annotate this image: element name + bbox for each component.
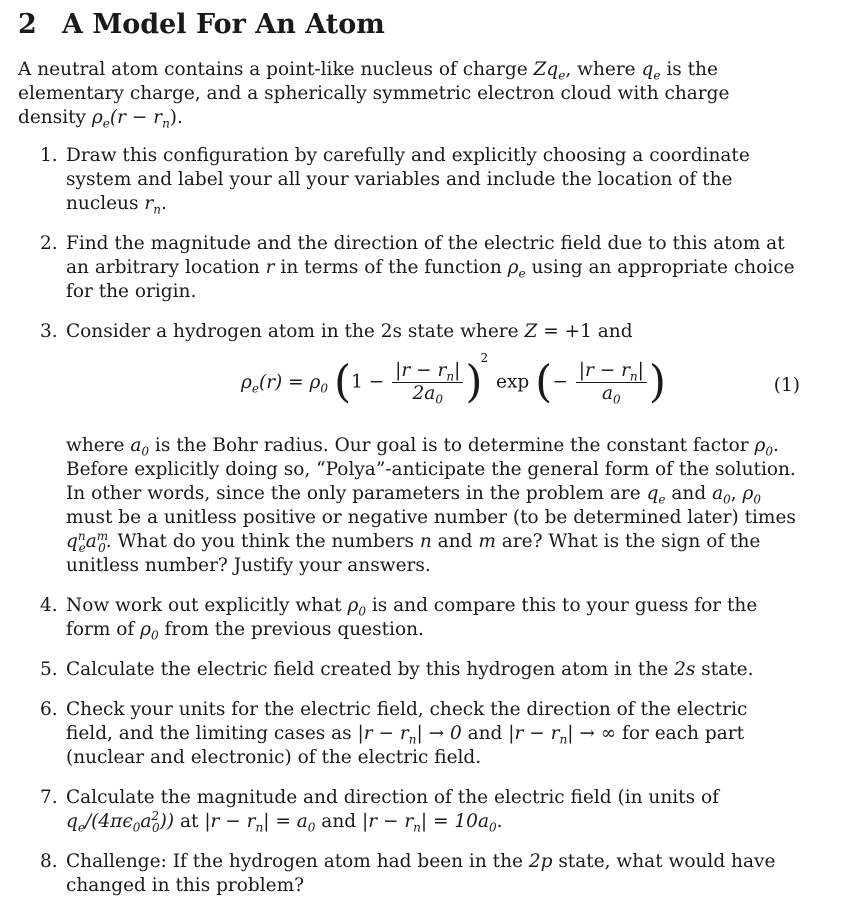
list-item: 5. Calculate the electric field created by this hydrogen atom in the 2s state. bbox=[40, 659, 754, 680]
item-3-followup: where $a_0$ is the Bohr radius. Our goal is to determine the constant factor $\rho_0$. Before explicitly doing so, “Polya”-anticipate the general form of the solution. In other words, since the only parameters in the problem are $q_e$ and $a_0$, $\rho_0$ must be a unitless positive or negative number (to be determined later) times $q^n_ea^m_0$. What do you think the numbers n and m are? What is the sign of the unitless number? Justify your answers. bbox=[66, 435, 796, 576]
math-at-a0: $|r - r_n| = a_0$ bbox=[204, 811, 316, 835]
document-page bbox=[18, 8, 800, 914]
math-2s: 2s bbox=[674, 659, 696, 680]
math-rho0: $\rho_0$ bbox=[347, 595, 366, 619]
item-number: 8. bbox=[40, 851, 58, 872]
equation-number: (1) bbox=[773, 375, 800, 396]
math-limit-zero: $|r - r_n| \to 0$ bbox=[357, 723, 462, 747]
list-item: 6. Check your units for the electric field, check the direction of the electric field, and the limiting cases as $|r - r_n| \to 0$ and $|r - r_n|$ → ∞ for each part (nuclear and electronic) of the electric field. bbox=[40, 699, 748, 768]
eq-exp: exp bbox=[496, 371, 530, 393]
question-list bbox=[18, 144, 800, 898]
eq-fraction-1: $\frac{|r - r_n|}{2a_0}$ bbox=[392, 360, 463, 405]
math-2p: 2p bbox=[528, 851, 553, 872]
section-number: 2 bbox=[18, 9, 37, 40]
math-z: Z bbox=[524, 321, 538, 342]
equation-body: $\rho_e(r) = \rho_0$ (1 − $\frac{|r - r_n|}{2a_0}$ )$^2$ exp (− $\frac{|r - r_n|}{a_0}$ ) bbox=[241, 351, 667, 408]
math-at-10a0: $|r - r_n| = 10a_0$ bbox=[361, 811, 497, 835]
eq-fraction-2: $\frac{|r - r_n|}{a_0}$ bbox=[576, 360, 647, 405]
eq-minus: − bbox=[552, 371, 568, 393]
intro-math-qe: $q_e$ bbox=[641, 59, 661, 83]
math-units: $q_e/(4\pi\epsilon_0a^2_0)$) bbox=[66, 808, 175, 835]
intro-math-rho: $\rho_e(r - r_n$ bbox=[91, 107, 170, 131]
list-item: 4. Now work out explicitly what $\rho_0$ is and compare this to your guess for the form of $\rho_0$ from the previous question. bbox=[40, 595, 758, 643]
intro-text: ). bbox=[169, 107, 183, 128]
math-r: r bbox=[265, 257, 275, 278]
item-number: 7. bbox=[40, 787, 58, 808]
math-rhoe: $\rho_e$ bbox=[507, 257, 526, 281]
eq-lhs: $\rho_e(r) = \rho_0$ bbox=[241, 371, 329, 396]
item-number: 4. bbox=[40, 595, 58, 616]
item-number: 1. bbox=[40, 145, 58, 166]
eq-exponent: 2 bbox=[480, 351, 489, 366]
eq-one-minus: 1 − bbox=[351, 371, 385, 393]
equation-1 bbox=[66, 352, 800, 424]
section-heading bbox=[18, 8, 800, 42]
item-number: 6. bbox=[40, 699, 58, 720]
list-item: 7. Calculate the magnitude and direction of the electric field (in units of $q_e/(4\pi\epsilon_0a^2_0)$) at $|r - r_n| = a_0$ and $|r - r_n| = 10a_0$. bbox=[40, 787, 719, 835]
list-item: 8. Challenge: If the hydrogen atom had been in the 2p state, what would have changed in this problem? bbox=[40, 851, 776, 896]
intro-text: is the elementary charge, and a spherically symmetric electron cloud with charge density bbox=[18, 59, 730, 128]
item-number: 5. bbox=[40, 659, 58, 680]
math-rho0: $\rho_0$ bbox=[140, 619, 159, 643]
intro-text: , where bbox=[565, 59, 642, 80]
section-title: A Model For An Atom bbox=[62, 9, 385, 40]
item-number: 2. bbox=[40, 233, 58, 254]
list-item: 2. Find the magnitude and the direction of the electric field due to this atom at an arbitrary location r in terms of the function $\rho_e$ using an appropriate choice for the origin. bbox=[40, 233, 795, 302]
list-item: 1. Draw this configuration by carefully and explicitly choosing a coordinate system and label your all your variables and include the location of the nucleus $r_n$. bbox=[40, 145, 750, 217]
list-item: 3. Consider a hydrogen atom in the 2s state where Z = +1 and $\rho_e(r) = \rho_0$ (1 − $\frac{|r - r_n|}{2a_0}$ )$^2$ exp (− $\frac{|r - r_n|}{a_0}$ ) (1) where $a_0$ is the Bohr radius. Our goal is to determine the constant factor $\rho_0$. Before explicitly doing so, “Polya”-anticipate the general form of the solution. In other words, since the only parameters in the problem are $q_e$ and $a_0$, $\rho_0$ must be a unitless positive or negative number (to be determined later) times $q^n_ea^m_0$. What do you think the numbers n and m are? What is the sign of the unitless number? Justify your answers. bbox=[40, 321, 800, 576]
intro-paragraph bbox=[18, 58, 800, 130]
math-limit-infinity: $|r - r_n|$ → ∞ bbox=[508, 723, 617, 747]
intro-math-zqe: $Zq_e$ bbox=[533, 59, 566, 83]
intro-text: A neutral atom contains a point-like nucleus of charge bbox=[18, 59, 534, 80]
math-rn: $r_n$ bbox=[144, 193, 161, 217]
item-number: 3. bbox=[40, 321, 58, 342]
